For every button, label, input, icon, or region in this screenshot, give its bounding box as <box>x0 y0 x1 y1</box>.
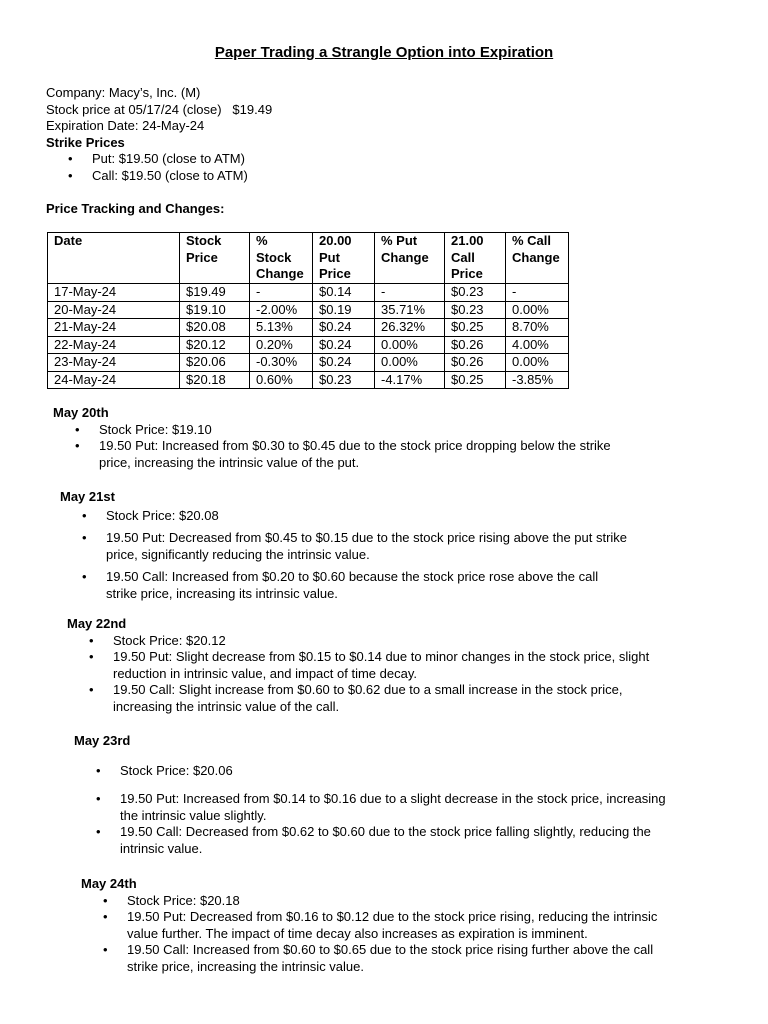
cell-date: 24-May-24 <box>48 371 180 389</box>
cell-pct-stock: -2.00% <box>250 301 313 319</box>
strike-prices-heading: Strike Prices <box>46 134 125 150</box>
cell-call: $0.26 <box>445 336 506 354</box>
section-item: • 19.50 Put: Increased from $0.14 to $0.16 due to a slight decrease in the stock price, increasing the intrinsic value slightly. <box>74 791 680 824</box>
section-heading: May 24th <box>81 876 137 891</box>
cell-stock: $20.12 <box>180 336 250 354</box>
cell-date: 22-May-24 <box>48 336 180 354</box>
section-heading: May 20th <box>53 405 109 420</box>
cell-call: $0.25 <box>445 319 506 337</box>
strike-put: • Put: $19.50 (close to ATM) <box>46 151 272 168</box>
section-item: • 19.50 Call: Decreased from $0.62 to $0.60 due to the stock price falling slightly, reducing the intrinsic value. <box>74 824 680 857</box>
cell-pct-stock: -0.30% <box>250 354 313 372</box>
section-item: • Stock Price: $20.12 <box>67 633 687 650</box>
section-items <box>53 422 653 472</box>
table-header-row <box>48 233 569 284</box>
section-item: • Stock Price: $19.10 <box>53 422 653 439</box>
table-row <box>48 336 569 354</box>
section-may-23 <box>74 733 694 857</box>
section-item: • 19.50 Put: Decreased from $0.16 to $0.12 due to the stock price rising, reducing the intrinsic value further. The impact of time decay also increases as expiration is imminent. <box>81 909 672 942</box>
section-may-24 <box>81 876 701 975</box>
section-item: • 19.50 Put: Slight decrease from $0.15 to $0.14 due to minor changes in the stock price, slight reduction in intrinsic value, and impact of time decay. <box>67 649 658 682</box>
col-call-price: 21.00 Call Price <box>445 233 506 284</box>
cell-call: $0.23 <box>445 301 506 319</box>
cell-put: $0.24 <box>313 336 375 354</box>
col-pct-put: % Put Change <box>375 233 445 284</box>
cell-pct-put: 26.32% <box>375 319 445 337</box>
cell-put: $0.24 <box>313 354 375 372</box>
cell-call: $0.25 <box>445 371 506 389</box>
cell-date: 21-May-24 <box>48 319 180 337</box>
section-may-20 <box>53 405 653 471</box>
table-row <box>48 301 569 319</box>
cell-pct-call: 4.00% <box>506 336 569 354</box>
cell-pct-call: - <box>506 284 569 302</box>
trade-info <box>46 85 272 184</box>
section-heading: May 22nd <box>67 616 127 631</box>
cell-pct-call: 8.70% <box>506 319 569 337</box>
strike-list <box>46 151 272 184</box>
cell-pct-stock: 5.13% <box>250 319 313 337</box>
table-row <box>48 354 569 372</box>
cell-stock: $20.18 <box>180 371 250 389</box>
cell-stock: $20.08 <box>180 319 250 337</box>
cell-date: 23-May-24 <box>48 354 180 372</box>
col-pct-call: % Call Change <box>506 233 569 284</box>
col-stock-price: Stock Price <box>180 233 250 284</box>
col-date: Date <box>48 233 180 284</box>
section-items <box>67 633 687 716</box>
price-tracking-heading: Price Tracking and Changes: <box>46 201 225 216</box>
section-item: • 19.50 Put: Decreased from $0.45 to $0.15 due to the stock price rising above the put strike price, significantly reducing the intrinsic value. <box>60 530 631 563</box>
section-item: • 19.50 Call: Increased from $0.20 to $0.60 because the stock price rose above the call strike price, increasing its intrinsic value. <box>60 569 631 602</box>
section-item: • 19.50 Put: Increased from $0.30 to $0.45 due to the stock price dropping below the strike price, increasing the intrinsic value of the put. <box>53 438 614 471</box>
expiration-line: Expiration Date: 24-May-24 <box>46 118 205 133</box>
cell-call: $0.23 <box>445 284 506 302</box>
cell-pct-stock: - <box>250 284 313 302</box>
cell-pct-put: 35.71% <box>375 301 445 319</box>
section-may-21 <box>60 489 680 602</box>
section-item: • 19.50 Call: Increased from $0.60 to $0.65 due to the stock price rising further above the call strike price, increasing the intrinsic value. <box>81 942 672 975</box>
section-may-22 <box>67 616 687 715</box>
section-items <box>60 508 680 603</box>
cell-pct-put: 0.00% <box>375 336 445 354</box>
cell-call: $0.26 <box>445 354 506 372</box>
col-pct-stock: % Stock Change <box>250 233 313 284</box>
company-line: Company: Macy’s, Inc. (M) <box>46 85 201 100</box>
cell-stock: $19.49 <box>180 284 250 302</box>
cell-put: $0.24 <box>313 319 375 337</box>
section-heading: May 21st <box>60 489 115 504</box>
page-title: Paper Trading a Strangle Option into Expiration <box>214 44 554 61</box>
section-heading: May 23rd <box>74 733 131 748</box>
cell-pct-call: -3.85% <box>506 371 569 389</box>
cell-stock: $20.06 <box>180 354 250 372</box>
cell-put: $0.19 <box>313 301 375 319</box>
cell-date: 20-May-24 <box>48 301 180 319</box>
cell-pct-call: 0.00% <box>506 354 569 372</box>
section-items <box>74 763 694 858</box>
table-row <box>48 371 569 389</box>
section-items <box>81 893 701 976</box>
strike-call: • Call: $19.50 (close to ATM) <box>46 168 272 185</box>
cell-pct-stock: 0.20% <box>250 336 313 354</box>
cell-pct-call: 0.00% <box>506 301 569 319</box>
cell-stock: $19.10 <box>180 301 250 319</box>
section-item: • 19.50 Call: Slight increase from $0.60 to $0.62 due to a small increase in the stock price, increasing the intrinsic value of the call. <box>67 682 658 715</box>
table-row <box>48 319 569 337</box>
price-tracking-table <box>47 232 569 389</box>
stock-price-line: Stock price at 05/17/24 (close) $19.49 <box>46 101 273 117</box>
cell-pct-put: - <box>375 284 445 302</box>
cell-date: 17-May-24 <box>48 284 180 302</box>
table-row <box>48 284 569 302</box>
cell-pct-put: 0.00% <box>375 354 445 372</box>
cell-pct-put: -4.17% <box>375 371 445 389</box>
cell-pct-stock: 0.60% <box>250 371 313 389</box>
col-put-price: 20.00 Put Price <box>313 233 375 284</box>
cell-put: $0.23 <box>313 371 375 389</box>
cell-put: $0.14 <box>313 284 375 302</box>
section-item: • Stock Price: $20.08 <box>60 508 680 525</box>
section-item: • Stock Price: $20.18 <box>81 893 701 910</box>
section-item: • Stock Price: $20.06 <box>74 763 694 780</box>
